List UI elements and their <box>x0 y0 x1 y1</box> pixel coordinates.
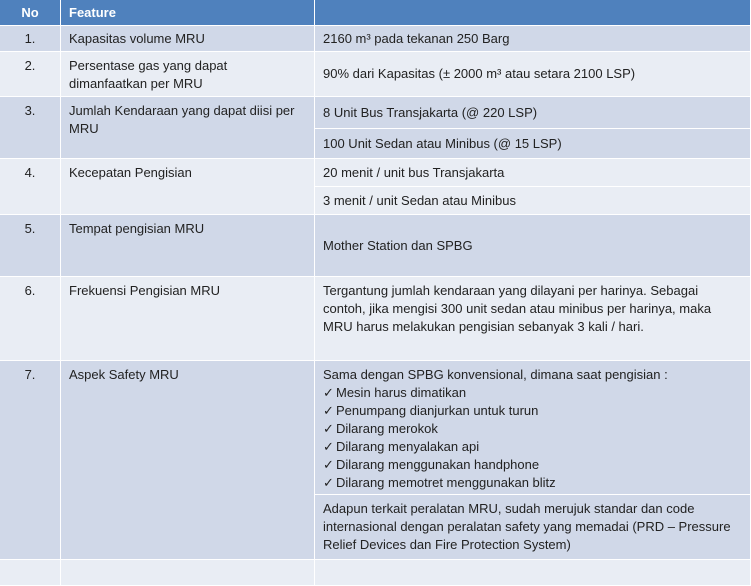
checkmark-icon: ✓ <box>323 421 334 436</box>
row-1-value: 2160 m³ pada tekanan 250 Barg <box>315 26 751 52</box>
row-3-feature: Jumlah Kendaraan yang dapat diisi per MRU <box>61 97 315 159</box>
empty-cell <box>315 560 751 586</box>
row-3-value-1: 8 Unit Bus Transjakarta (@ 220 LSP) <box>315 97 751 129</box>
row-6-feature: Frekuensi Pengisian MRU <box>61 277 315 361</box>
row-3-no: 3. <box>0 97 61 159</box>
row-6-no: 6. <box>0 277 61 361</box>
checklist-item: ✓ Dilarang menggunakan handphone <box>323 457 540 472</box>
checklist-item: ✓ Dilarang merokok <box>323 421 438 436</box>
empty-cell <box>61 560 315 586</box>
checkmark-icon: ✓ <box>323 403 334 418</box>
checklist-item: ✓ Mesin harus dimatikan <box>323 385 467 400</box>
header-value <box>315 0 751 26</box>
row-1-feature: Kapasitas volume MRU <box>61 26 315 52</box>
safety-checklist <box>323 384 742 492</box>
row-2-feature: Persentase gas yang dapat dimanfaatkan per MRU <box>61 52 315 97</box>
empty-cell <box>0 560 61 586</box>
header-no: No <box>0 0 61 26</box>
row-7-safety-list <box>315 361 751 495</box>
row-7-no: 7. <box>0 361 61 560</box>
row-5-no: 5. <box>0 215 61 277</box>
row-6-value: Tergantung jumlah kendaraan yang dilayani per harinya. Sebagai contoh, jika mengisi 300 unit sedan atau minibus per harinya, maka MRU harus melakukan pengisian sebanyak 3 kali / hari. <box>315 277 751 361</box>
row-4-value-1: 20 menit / unit bus Transjakarta <box>315 159 751 187</box>
safety-intro: Sama dengan SPBG konvensional, dimana saat pengisian : <box>323 367 668 382</box>
row-4-feature: Kecepatan Pengisian <box>61 159 315 215</box>
checkmark-icon: ✓ <box>323 439 334 454</box>
row-7-note: Adapun terkait peralatan MRU, sudah merujuk standar dan code internasional dengan peralatan safety yang memadai (PRD – Pressure Relief Devices dan Fire Protection System) <box>315 495 751 560</box>
row-3-value-2: 100 Unit Sedan atau Minibus (@ 15 LSP) <box>315 129 751 159</box>
row-4-value-2: 3 menit / unit Sedan atau Minibus <box>315 187 751 215</box>
checkmark-icon: ✓ <box>323 457 334 472</box>
checklist-item: ✓ Dilarang memotret menggunakan blitz <box>323 475 556 490</box>
row-5-feature: Tempat pengisian MRU <box>61 215 315 277</box>
checkmark-icon: ✓ <box>323 385 334 400</box>
row-1-no: 1. <box>0 26 61 52</box>
checklist-item: ✓ Penumpang dianjurkan untuk turun <box>323 403 539 418</box>
checklist-item: ✓ Dilarang menyalakan api <box>323 439 480 454</box>
row-5-value: Mother Station dan SPBG <box>315 215 751 277</box>
row-7-feature: Aspek Safety MRU <box>61 361 315 560</box>
header-feature: Feature <box>61 0 315 26</box>
row-2-value: 90% dari Kapasitas (± 2000 m³ atau setara 2100 LSP) <box>315 52 751 97</box>
row-4-no: 4. <box>0 159 61 215</box>
checkmark-icon: ✓ <box>323 475 334 490</box>
row-2-no: 2. <box>0 52 61 97</box>
